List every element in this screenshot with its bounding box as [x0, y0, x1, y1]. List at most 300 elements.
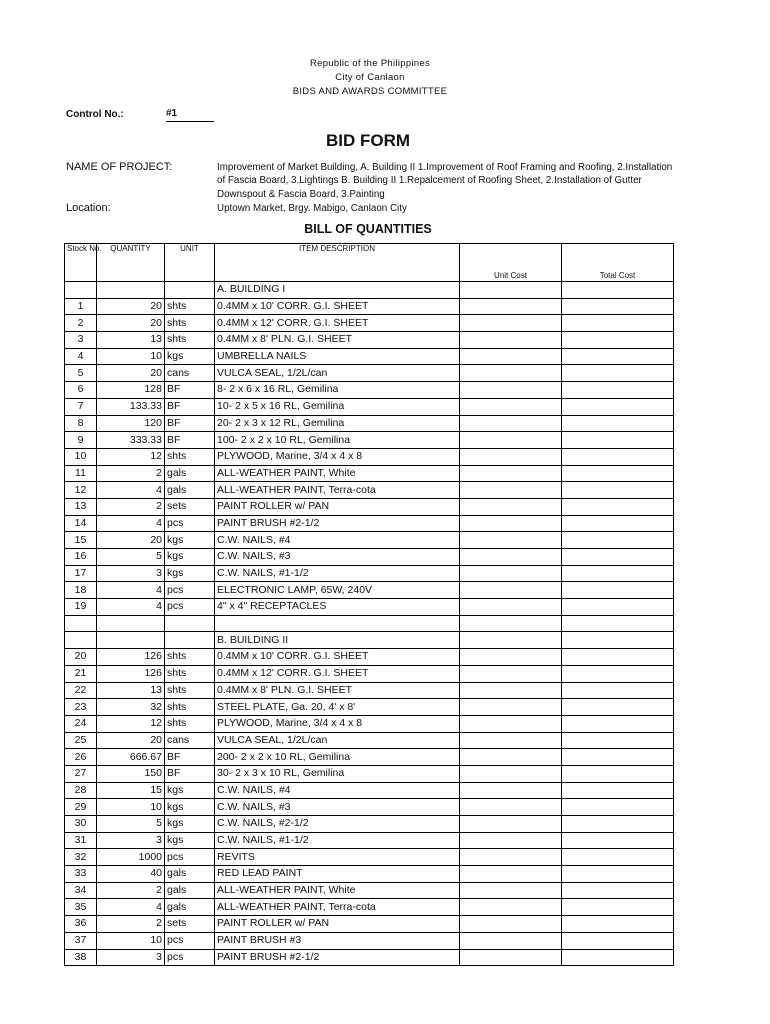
- total-cost-cell: [562, 532, 674, 549]
- quantity-cell: 666.67: [97, 749, 165, 766]
- total-cost-cell: [562, 849, 674, 866]
- table-row: [65, 782, 674, 799]
- quantity-cell: 3: [97, 949, 165, 966]
- total-cost-cell: [562, 615, 674, 632]
- table-row: [65, 882, 674, 899]
- item-description-cell: PAINT BRUSH #2-1/2: [215, 515, 460, 532]
- item-description-cell: 8- 2 x 6 x 16 RL, Gemilina: [215, 382, 460, 399]
- unit-cell: kgs: [165, 816, 215, 833]
- item-description-cell: PAINT ROLLER w/ PAN: [215, 916, 460, 933]
- item-description-cell: RED LEAD PAINT: [215, 866, 460, 883]
- item-description-cell: [215, 615, 460, 632]
- total-cost-cell: [562, 816, 674, 833]
- total-cost-cell: [562, 765, 674, 782]
- unit-cell: BF: [165, 415, 215, 432]
- project-label: NAME OF PROJECT:: [66, 161, 173, 173]
- quantity-cell: 13: [97, 332, 165, 349]
- unit-cost-cell: [460, 582, 562, 599]
- unit-cell: shts: [165, 332, 215, 349]
- item-description-cell: PLYWOOD, Marine, 3/4 x 4 x 8: [215, 715, 460, 732]
- total-cost-cell: [562, 866, 674, 883]
- unit-cost-cell: [460, 649, 562, 666]
- table-body: [65, 282, 674, 966]
- unit-cell: BF: [165, 382, 215, 399]
- item-description-cell: REVITS: [215, 849, 460, 866]
- unit-cell: kgs: [165, 549, 215, 566]
- total-cost-cell: [562, 365, 674, 382]
- stock-no-cell: 15: [65, 532, 97, 549]
- unit-cost-cell: [460, 398, 562, 415]
- table-row: [65, 916, 674, 933]
- stock-no-cell: 10: [65, 448, 97, 465]
- item-description-cell: 0.4MM x 12' CORR. G.I. SHEET: [215, 315, 460, 332]
- item-description-cell: ELECTRONIC LAMP, 65W, 240V: [215, 582, 460, 599]
- unit-cell: pcs: [165, 949, 215, 966]
- total-cost-cell: [562, 682, 674, 699]
- unit-cost-cell: [460, 749, 562, 766]
- total-cost-cell: [562, 415, 674, 432]
- stock-no-cell: 14: [65, 515, 97, 532]
- unit-cell: shts: [165, 665, 215, 682]
- project-description: Improvement of Market Building, A. Building II 1.Improvement of Roof Framing and Roofing, 2.Installation of Fascia Board, 3.Lightings B. Building II 1.Repalcement of Roofing Sheet, 2.Installation of Gutter Downspout & Fascia Board, 3.Painting: [217, 162, 673, 200]
- unit-cost-cell: [460, 765, 562, 782]
- blank-row: [65, 615, 674, 632]
- total-cost-cell: [562, 482, 674, 499]
- location-label: Location:: [66, 202, 111, 214]
- header-city: City of Canlaon: [335, 72, 405, 83]
- quantity-cell: 20: [97, 732, 165, 749]
- unit-cost-cell: [460, 498, 562, 515]
- table-row: [65, 549, 674, 566]
- total-cost-cell: [562, 298, 674, 315]
- table-row: [65, 465, 674, 482]
- unit-cost-cell: [460, 682, 562, 699]
- table-row: [65, 532, 674, 549]
- item-description-cell: C.W. NAILS, #4: [215, 532, 460, 549]
- stock-no-cell: 31: [65, 832, 97, 849]
- quantity-cell: [97, 632, 165, 649]
- unit-cost-cell: [460, 816, 562, 833]
- unit-cost-cell: [460, 332, 562, 349]
- unit-cell: gals: [165, 465, 215, 482]
- stock-no-cell: 1: [65, 298, 97, 315]
- unit-cell: shts: [165, 298, 215, 315]
- stock-no-cell: 24: [65, 715, 97, 732]
- table-row: [65, 849, 674, 866]
- unit-cell: pcs: [165, 849, 215, 866]
- item-description-cell: 0.4MM x 8' PLN. G.I. SHEET: [215, 682, 460, 699]
- unit-cell: [165, 282, 215, 299]
- table-row: [65, 398, 674, 415]
- quantity-cell: 126: [97, 649, 165, 666]
- unit-cell: gals: [165, 882, 215, 899]
- unit-cell: gals: [165, 482, 215, 499]
- quantity-cell: 20: [97, 298, 165, 315]
- table-row: [65, 298, 674, 315]
- location-value: Uptown Market, Brgy. Mabigo, Canlaon City: [217, 203, 407, 214]
- unit-cell: BF: [165, 749, 215, 766]
- unit-cell: gals: [165, 899, 215, 916]
- unit-cost-cell: [460, 532, 562, 549]
- quantity-cell: 2: [97, 916, 165, 933]
- table-row: [65, 332, 674, 349]
- total-cost-cell: [562, 832, 674, 849]
- stock-no-cell: 3: [65, 332, 97, 349]
- item-description-cell: PAINT BRUSH #3: [215, 932, 460, 949]
- table-row: [65, 498, 674, 515]
- quantity-cell: 120: [97, 415, 165, 432]
- table-row: [65, 415, 674, 432]
- total-cost-cell: [562, 599, 674, 616]
- item-description-cell: ALL-WEATHER PAINT, Terra-cota: [215, 482, 460, 499]
- unit-cell: kgs: [165, 565, 215, 582]
- unit-cost-cell: [460, 699, 562, 716]
- unit-cell: kgs: [165, 799, 215, 816]
- unit-cost-cell: [460, 432, 562, 449]
- unit-cell: [165, 632, 215, 649]
- unit-cell: pcs: [165, 599, 215, 616]
- item-description-cell: C.W. NAILS, #1-1/2: [215, 565, 460, 582]
- unit-cost-cell: [460, 315, 562, 332]
- stock-no-cell: 25: [65, 732, 97, 749]
- quantity-cell: 2: [97, 498, 165, 515]
- unit-cost-cell: [460, 549, 562, 566]
- stock-no-cell: 19: [65, 599, 97, 616]
- unit-cost-cell: [460, 599, 562, 616]
- item-description-cell: PAINT BRUSH #2-1/2: [215, 949, 460, 966]
- quantity-cell: 3: [97, 832, 165, 849]
- item-description-cell: ALL-WEATHER PAINT, Terra-cota: [215, 899, 460, 916]
- bill-of-quantities-title: BILL OF QUANTITIES: [304, 222, 432, 236]
- total-cost-cell: [562, 882, 674, 899]
- quantity-cell: 12: [97, 448, 165, 465]
- column-header-total-cost: Total Cost: [562, 244, 674, 282]
- item-description-cell: 20- 2 x 3 x 12 RL, Gemilina: [215, 415, 460, 432]
- item-description-cell: ALL-WEATHER PAINT, White: [215, 882, 460, 899]
- unit-cell: shts: [165, 699, 215, 716]
- item-description-cell: C.W. NAILS, #3: [215, 799, 460, 816]
- unit-cost-cell: [460, 715, 562, 732]
- stock-no-cell: 4: [65, 348, 97, 365]
- unit-cell: BF: [165, 398, 215, 415]
- item-description-cell: 10- 2 x 5 x 16 RL, Gemilina: [215, 398, 460, 415]
- quantity-cell: 333.33: [97, 432, 165, 449]
- stock-no-cell: [65, 282, 97, 299]
- section-row: [65, 282, 674, 299]
- total-cost-cell: [562, 699, 674, 716]
- quantity-cell: 2: [97, 465, 165, 482]
- stock-no-cell: 5: [65, 365, 97, 382]
- unit-cost-cell: [460, 365, 562, 382]
- item-description-cell: VULCA SEAL, 1/2L/can: [215, 365, 460, 382]
- quantity-cell: 32: [97, 699, 165, 716]
- total-cost-cell: [562, 582, 674, 599]
- stock-no-cell: 18: [65, 582, 97, 599]
- unit-cost-cell: [460, 348, 562, 365]
- section-title-cell: A. BUILDING I: [215, 282, 460, 299]
- stock-no-cell: [65, 632, 97, 649]
- total-cost-cell: [562, 432, 674, 449]
- total-cost-cell: [562, 732, 674, 749]
- table-row: [65, 432, 674, 449]
- unit-cost-cell: [460, 882, 562, 899]
- total-cost-cell: [562, 465, 674, 482]
- column-header-unit: UNIT: [165, 244, 215, 282]
- item-description-cell: 0.4MM x 12' CORR. G.I. SHEET: [215, 665, 460, 682]
- quantity-cell: 4: [97, 599, 165, 616]
- stock-no-cell: 26: [65, 749, 97, 766]
- stock-no-cell: 17: [65, 565, 97, 582]
- total-cost-cell: [562, 448, 674, 465]
- unit-cost-cell: [460, 832, 562, 849]
- header-republic: Republic of the Philippines: [309, 58, 431, 69]
- unit-cost-cell: [460, 799, 562, 816]
- table-row: [65, 799, 674, 816]
- quantity-cell: [97, 615, 165, 632]
- quantity-cell: 4: [97, 482, 165, 499]
- unit-cell: shts: [165, 715, 215, 732]
- unit-cost-cell: [460, 465, 562, 482]
- stock-no-cell: 36: [65, 916, 97, 933]
- table-row: [65, 866, 674, 883]
- stock-no-cell: 34: [65, 882, 97, 899]
- stock-no-cell: 33: [65, 866, 97, 883]
- total-cost-cell: [562, 332, 674, 349]
- table-row: [65, 365, 674, 382]
- unit-cost-cell: [460, 448, 562, 465]
- item-description-cell: ALL-WEATHER PAINT, White: [215, 465, 460, 482]
- quantity-cell: 10: [97, 799, 165, 816]
- quantity-cell: 20: [97, 315, 165, 332]
- total-cost-cell: [562, 782, 674, 799]
- quantity-cell: 5: [97, 816, 165, 833]
- quantity-cell: 4: [97, 582, 165, 599]
- unit-cell: pcs: [165, 932, 215, 949]
- unit-cost-cell: [460, 849, 562, 866]
- item-description-cell: 30- 2 x 3 x 10 RL, Gemilina: [215, 765, 460, 782]
- unit-cell: sets: [165, 916, 215, 933]
- item-description-cell: 0.4MM x 10' CORR. G.I. SHEET: [215, 649, 460, 666]
- control-no-label: Control No.:: [66, 109, 124, 120]
- quantity-cell: 13: [97, 682, 165, 699]
- total-cost-cell: [562, 649, 674, 666]
- unit-cost-cell: [460, 632, 562, 649]
- total-cost-cell: [562, 315, 674, 332]
- stock-no-cell: 8: [65, 415, 97, 432]
- unit-cost-cell: [460, 515, 562, 532]
- table-row: [65, 715, 674, 732]
- total-cost-cell: [562, 632, 674, 649]
- stock-no-cell: 7: [65, 398, 97, 415]
- total-cost-cell: [562, 515, 674, 532]
- unit-cell: cans: [165, 732, 215, 749]
- item-description-cell: C.W. NAILS, #1-1/2: [215, 832, 460, 849]
- unit-cell: cans: [165, 365, 215, 382]
- total-cost-cell: [562, 932, 674, 949]
- column-header-quantity: QUANTITY: [97, 244, 165, 282]
- quantity-cell: 10: [97, 348, 165, 365]
- unit-cell: shts: [165, 448, 215, 465]
- table-row: [65, 599, 674, 616]
- table-row: [65, 582, 674, 599]
- total-cost-cell: [562, 398, 674, 415]
- table-row: [65, 348, 674, 365]
- quantity-cell: 40: [97, 866, 165, 883]
- unit-cost-cell: [460, 899, 562, 916]
- unit-cost-cell: [460, 298, 562, 315]
- unit-cell: gals: [165, 866, 215, 883]
- item-description-cell: PLYWOOD, Marine, 3/4 x 4 x 8: [215, 448, 460, 465]
- table-row: [65, 382, 674, 399]
- stock-no-cell: 13: [65, 498, 97, 515]
- stock-no-cell: 35: [65, 899, 97, 916]
- stock-no-cell: 6: [65, 382, 97, 399]
- quantity-cell: 3: [97, 565, 165, 582]
- stock-no-cell: 32: [65, 849, 97, 866]
- table-header-row: [65, 244, 674, 282]
- table-row: [65, 699, 674, 716]
- bill-of-quantities-table: [64, 243, 674, 966]
- unit-cell: kgs: [165, 832, 215, 849]
- item-description-cell: C.W. NAILS, #4: [215, 782, 460, 799]
- quantity-cell: 12: [97, 715, 165, 732]
- total-cost-cell: [562, 549, 674, 566]
- item-description-cell: 200- 2 x 2 x 10 RL, Gemilina: [215, 749, 460, 766]
- quantity-cell: 10: [97, 932, 165, 949]
- total-cost-cell: [562, 348, 674, 365]
- unit-cell: shts: [165, 649, 215, 666]
- unit-cost-cell: [460, 665, 562, 682]
- stock-no-cell: 9: [65, 432, 97, 449]
- unit-cost-cell: [460, 732, 562, 749]
- stock-no-cell: 21: [65, 665, 97, 682]
- unit-cost-cell: [460, 866, 562, 883]
- unit-cost-cell: [460, 382, 562, 399]
- unit-cost-cell: [460, 565, 562, 582]
- section-row: [65, 632, 674, 649]
- quantity-cell: 150: [97, 765, 165, 782]
- total-cost-cell: [562, 382, 674, 399]
- total-cost-cell: [562, 498, 674, 515]
- stock-no-cell: 22: [65, 682, 97, 699]
- quantity-cell: 4: [97, 515, 165, 532]
- stock-no-cell: 29: [65, 799, 97, 816]
- table-row: [65, 448, 674, 465]
- table-row: [65, 665, 674, 682]
- control-no-value: #1: [166, 108, 214, 122]
- total-cost-cell: [562, 899, 674, 916]
- header-committee: BIDS AND AWARDS COMMITTEE: [292, 86, 448, 97]
- item-description-cell: 0.4MM x 10' CORR. G.I. SHEET: [215, 298, 460, 315]
- page-title: BID FORM: [325, 131, 411, 150]
- item-description-cell: PAINT ROLLER w/ PAN: [215, 498, 460, 515]
- unit-cost-cell: [460, 282, 562, 299]
- unit-cost-cell: [460, 482, 562, 499]
- stock-no-cell: 27: [65, 765, 97, 782]
- stock-no-cell: 38: [65, 949, 97, 966]
- item-description-cell: STEEL PLATE, Ga. 20, 4' x 8': [215, 699, 460, 716]
- item-description-cell: 4" x 4" RECEPTACLES: [215, 599, 460, 616]
- quantity-cell: 4: [97, 899, 165, 916]
- item-description-cell: C.W. NAILS, #2-1/2: [215, 816, 460, 833]
- stock-no-cell: 12: [65, 482, 97, 499]
- stock-no-cell: 20: [65, 649, 97, 666]
- unit-cell: pcs: [165, 515, 215, 532]
- unit-cost-cell: [460, 949, 562, 966]
- quantity-cell: 15: [97, 782, 165, 799]
- stock-no-cell: 16: [65, 549, 97, 566]
- table-row: [65, 482, 674, 499]
- unit-cell: kgs: [165, 532, 215, 549]
- quantity-cell: 1000: [97, 849, 165, 866]
- unit-cell: shts: [165, 315, 215, 332]
- table-row: [65, 315, 674, 332]
- total-cost-cell: [562, 665, 674, 682]
- unit-cost-cell: [460, 415, 562, 432]
- item-description-cell: VULCA SEAL, 1/2L/can: [215, 732, 460, 749]
- unit-cell: BF: [165, 765, 215, 782]
- table-row: [65, 899, 674, 916]
- item-description-cell: C.W. NAILS, #3: [215, 549, 460, 566]
- unit-cell: kgs: [165, 782, 215, 799]
- quantity-cell: 133.33: [97, 398, 165, 415]
- item-description-cell: UMBRELLA NAILS: [215, 348, 460, 365]
- quantity-cell: [97, 282, 165, 299]
- unit-cell: pcs: [165, 582, 215, 599]
- stock-no-cell: [65, 615, 97, 632]
- unit-cell: shts: [165, 682, 215, 699]
- table-row: [65, 832, 674, 849]
- stock-no-cell: 30: [65, 816, 97, 833]
- quantity-cell: 5: [97, 549, 165, 566]
- stock-no-cell: 2: [65, 315, 97, 332]
- table-row: [65, 649, 674, 666]
- unit-cost-cell: [460, 916, 562, 933]
- column-header-unit-cost: Unit Cost: [460, 244, 562, 282]
- total-cost-cell: [562, 949, 674, 966]
- quantity-cell: 128: [97, 382, 165, 399]
- table-row: [65, 732, 674, 749]
- total-cost-cell: [562, 916, 674, 933]
- table-row: [65, 949, 674, 966]
- quantity-cell: 126: [97, 665, 165, 682]
- total-cost-cell: [562, 715, 674, 732]
- table-row: [65, 816, 674, 833]
- unit-cost-cell: [460, 615, 562, 632]
- unit-cost-cell: [460, 782, 562, 799]
- stock-no-cell: 37: [65, 932, 97, 949]
- table-row: [65, 565, 674, 582]
- section-title-cell: B. BUILDING II: [215, 632, 460, 649]
- total-cost-cell: [562, 282, 674, 299]
- column-header-item-description: ITEM DESCRIPTION: [215, 244, 460, 282]
- total-cost-cell: [562, 749, 674, 766]
- unit-cell: kgs: [165, 348, 215, 365]
- quantity-cell: 20: [97, 532, 165, 549]
- stock-no-cell: 11: [65, 465, 97, 482]
- unit-cell: BF: [165, 432, 215, 449]
- table-row: [65, 749, 674, 766]
- quantity-cell: 20: [97, 365, 165, 382]
- total-cost-cell: [562, 799, 674, 816]
- unit-cell: [165, 615, 215, 632]
- table-row: [65, 682, 674, 699]
- table-row: [65, 515, 674, 532]
- stock-no-cell: 28: [65, 782, 97, 799]
- total-cost-cell: [562, 565, 674, 582]
- quantity-cell: 2: [97, 882, 165, 899]
- column-header-stock-no: Stock No.: [65, 244, 97, 282]
